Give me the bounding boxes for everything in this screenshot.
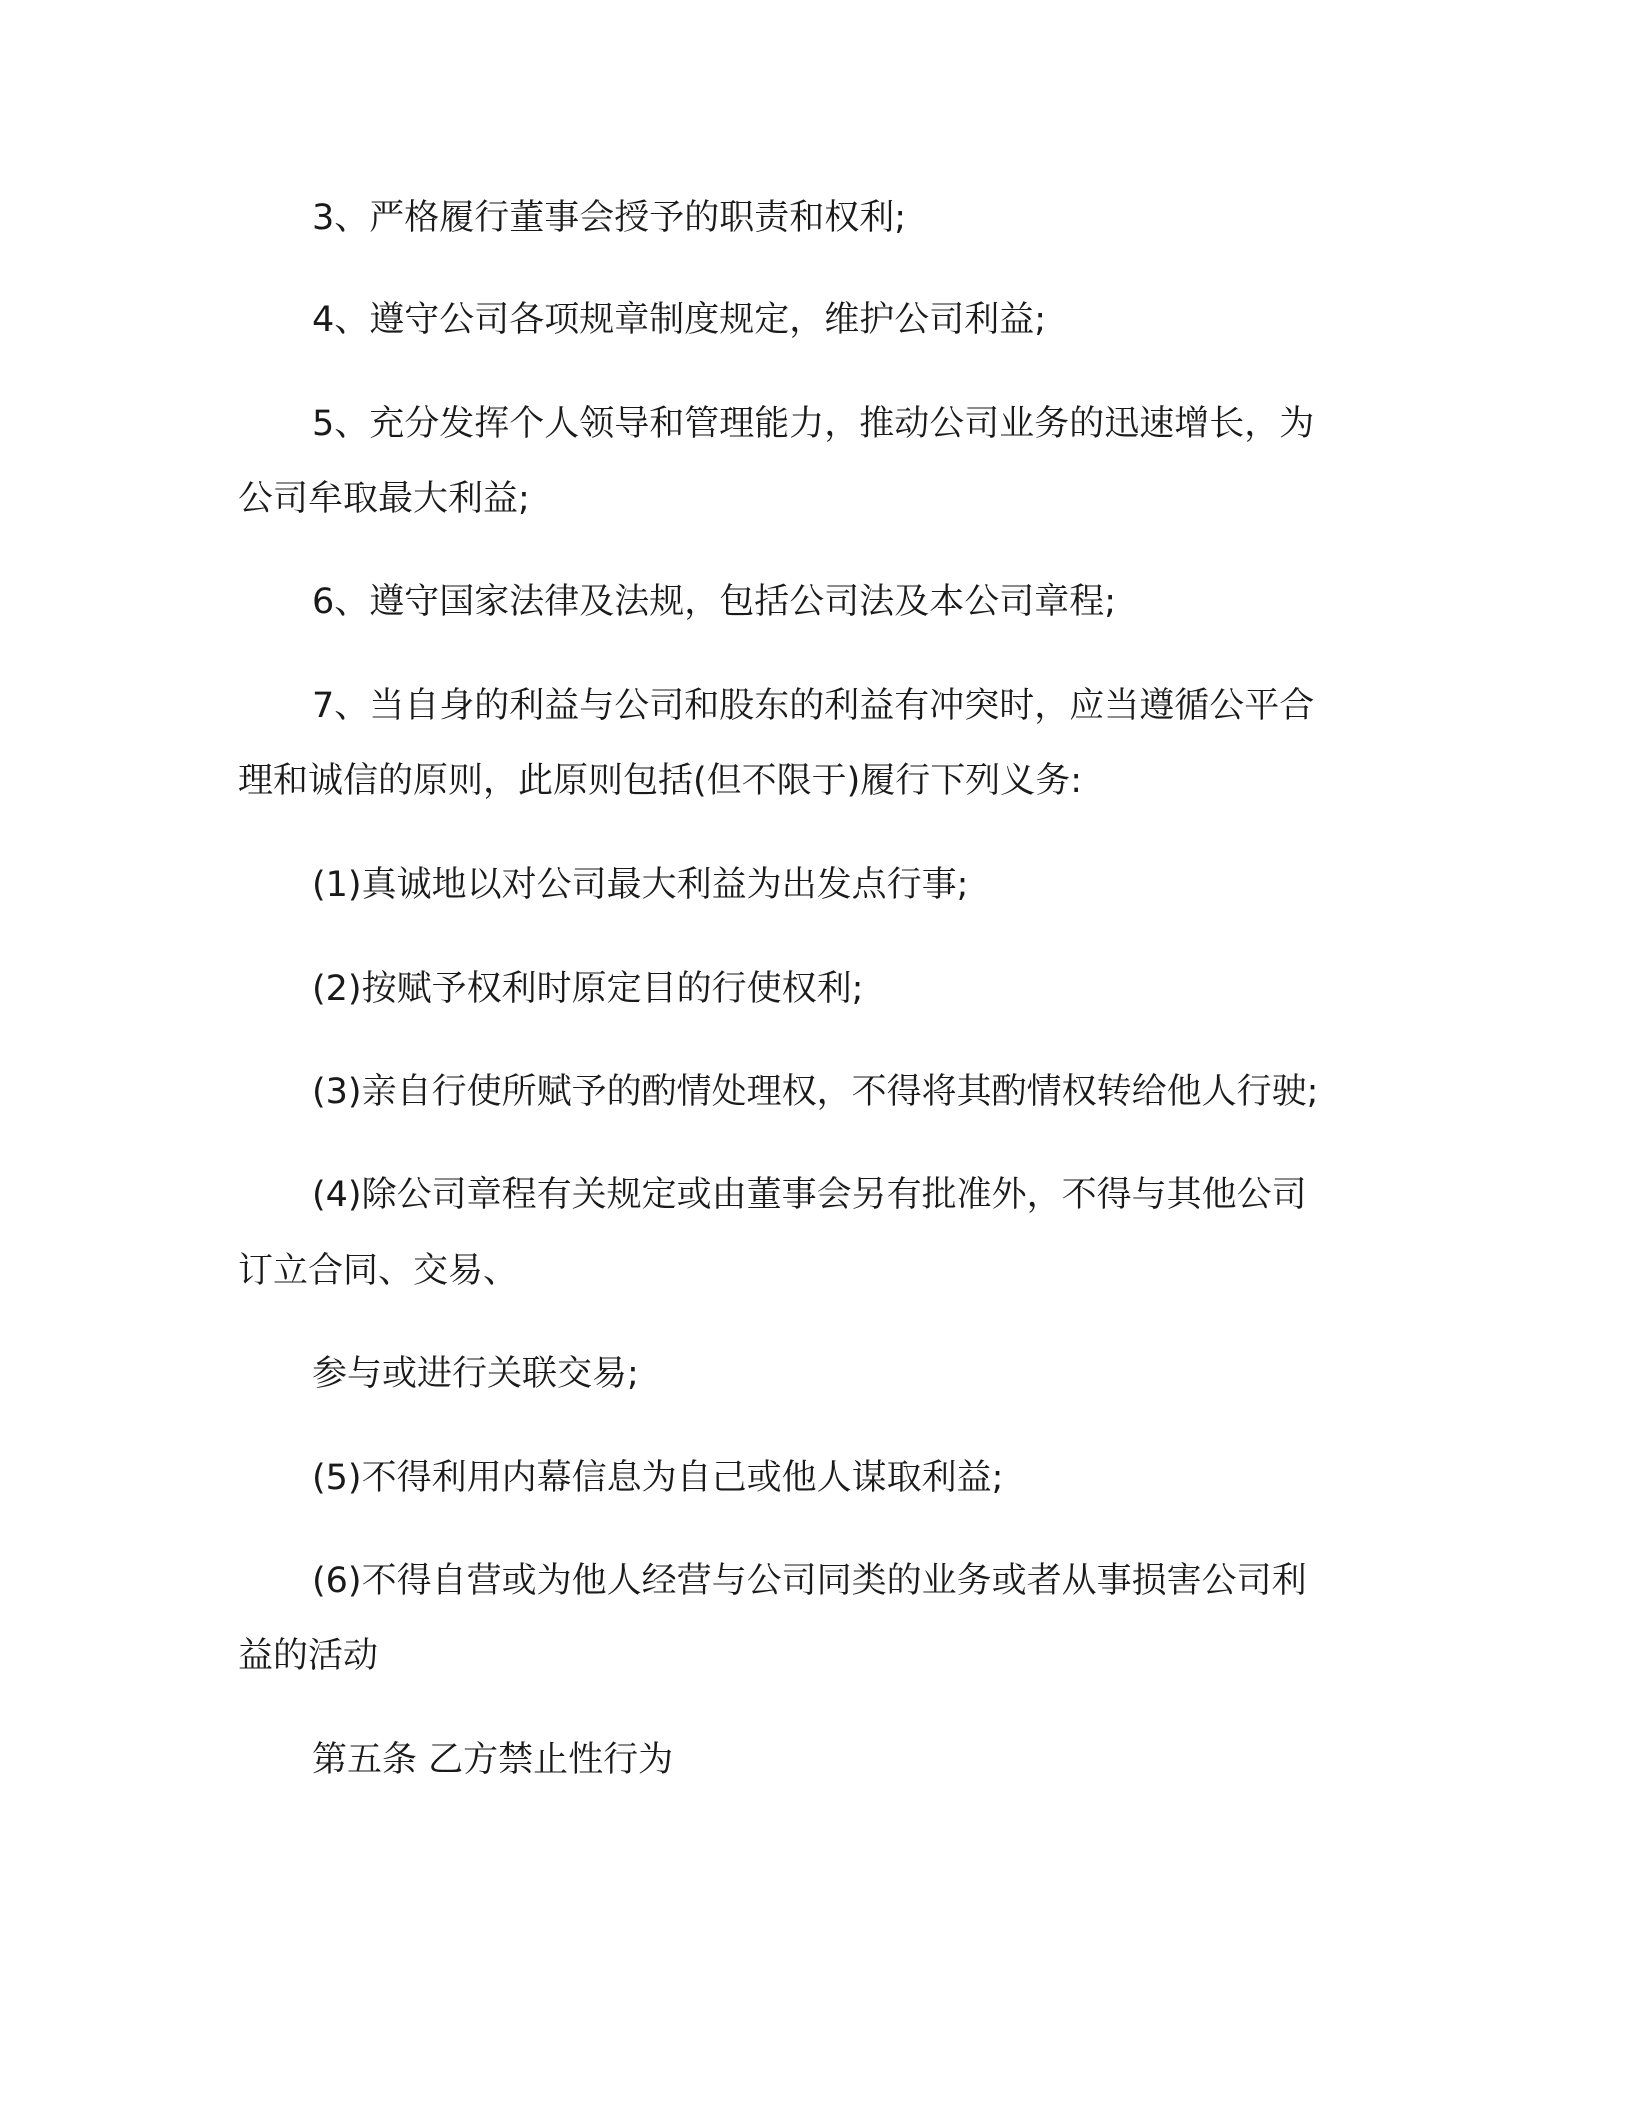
text-line: (2)按赋予权利时原定目的行使权利; (312, 969, 864, 1009)
text-line: (1)真诚地以对公司最大利益为出发点行事; (312, 865, 969, 905)
text-line: 4、遵守公司各项规章制度规定，维护公司利益; (312, 300, 1047, 340)
text-line: 益的活动 (238, 1636, 379, 1676)
text-line: 理和诚信的原则，此原则包括(但不限于)履行下列义务: (238, 761, 1083, 801)
text-line: 公司牟取最大利益; (238, 479, 530, 519)
text-line: 3、严格履行董事会授予的职责和权利; (312, 198, 907, 238)
text-line: 订立合同、交易、 (238, 1251, 519, 1291)
text-line: 6、遵守国家法律及法规，包括公司法及本公司章程; (312, 582, 1117, 622)
text-line: (5)不得利用内幕信息为自己或他人谋取利益; (312, 1458, 1004, 1498)
text-line: (4)除公司章程有关规定或由董事会另有批准外，不得与其他公司 (312, 1175, 1307, 1215)
section-heading: 第五条 乙方禁止性行为 (312, 1740, 674, 1780)
text-line: (3)亲自行使所赋予的酌情处理权，不得将其酌情权转给他人行驶; (312, 1072, 1319, 1112)
text-line: (6)不得自营或为他人经营与公司同类的业务或者从事损害公司利 (312, 1561, 1307, 1601)
text-line: 参与或进行关联交易; (312, 1354, 639, 1394)
text-line: 7、当自身的利益与公司和股东的利益有冲突时，应当遵循公平合 (312, 686, 1315, 726)
text-line: 5、充分发挥个人领导和管理能力，推动公司业务的迅速增长，为 (312, 404, 1315, 444)
